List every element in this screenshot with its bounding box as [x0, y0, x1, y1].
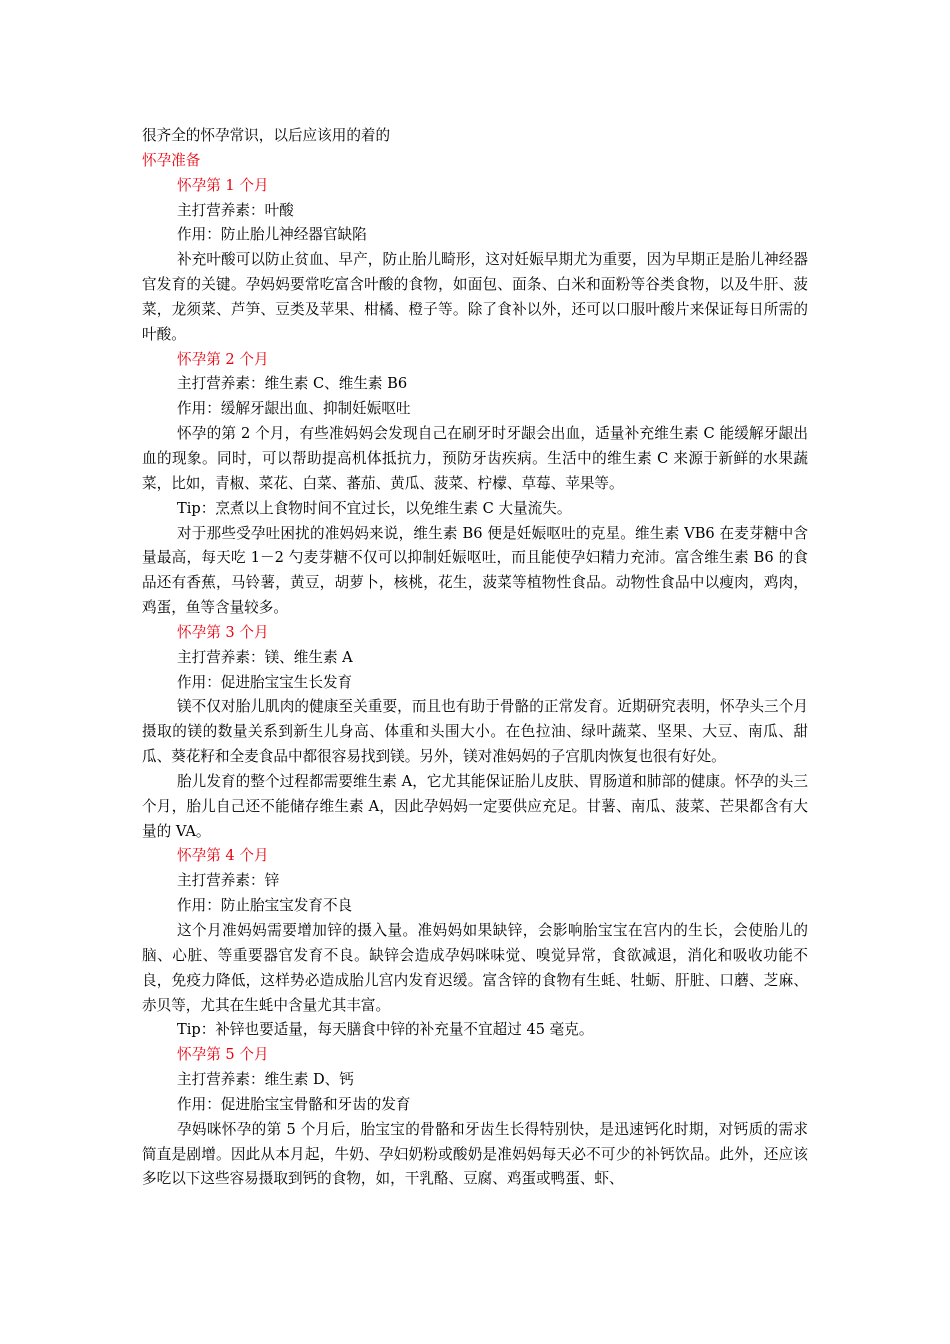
month-2-title: 怀孕第 2 个月: [177, 350, 269, 368]
month-3-nutrient: 主打营养素：镁、维生素 A: [177, 648, 353, 666]
month-3-paragraph: 镁不仅对胎儿肌肉的健康至关重要，而且也有助于骨骼的正常发育。近期研究表明，怀孕头三个月摄取的镁的数量关系到新生儿身高、体重和头围大小。在色拉油、绿叶蔬菜、坚果、大豆、南瓜、甜瓜、葵花籽和全麦食品中都很容易找到镁。另外，镁对准妈妈的子宫肌肉恢复也很有好处。: [142, 698, 808, 766]
month-1-effect: 作用：防止胎儿神经器官缺陷: [177, 226, 367, 244]
month-5-effect: 作用：促进胎宝宝骨骼和牙齿的发育: [177, 1095, 411, 1113]
document-page: [142, 124, 808, 1192]
month-1-paragraph: 补充叶酸可以防止贫血、早产，防止胎儿畸形，这对妊娠早期尤为重要，因为早期正是胎儿神经器官发育的关键。孕妈妈要常吃富含叶酸的食物，如面包、面条、白米和面粉等谷类食物，以及牛肝、菠菜，龙须菜、芦笋、豆类及苹果、柑橘、橙子等。除了食补以外，还可以口服叶酸片来保证每日所需的叶酸。: [142, 251, 808, 343]
intro-line: 很齐全的怀孕常识，以后应该用的着的: [142, 127, 391, 144]
month-4-tip: Tip：补锌也要适量，每天膳食中锌的补充量不宜超过 45 毫克。: [177, 1021, 594, 1039]
section-title: 怀孕准备: [142, 151, 201, 169]
month-3-effect: 作用：促进胎宝宝生长发育: [177, 673, 353, 691]
month-2-tip: Tip：烹煮以上食物时间不宜过长，以免维生素 C 大量流失。: [177, 499, 572, 517]
month-1-title: 怀孕第 1 个月: [177, 176, 269, 194]
month-2-effect: 作用：缓解牙龈出血、抑制妊娠呕吐: [177, 400, 411, 418]
month-4-nutrient: 主打营养素：锌: [177, 872, 280, 890]
month-4-title: 怀孕第 4 个月: [177, 847, 269, 865]
month-3-title: 怀孕第 3 个月: [177, 623, 269, 641]
month-3-paragraph: 胎儿发育的整个过程都需要维生素 A，它尤其能保证胎儿皮肤、胃肠道和肺部的健康。怀孕的头三个月，胎儿自己还不能储存维生素 A，因此孕妈妈一定要供应充足。甘薯、南瓜、菠菜、芒果都含有大量的 VA。: [142, 772, 808, 840]
month-2-paragraph: 对于那些受孕吐困扰的准妈妈来说，维生素 B6 便是妊娠呕吐的克星。维生素 VB6 在麦芽糖中含量最高，每天吃 1－2 勺麦芽糖不仅可以抑制妊娠呕吐，而且能使孕妇精力充沛。富含维生素 B6 的食品还有香蕉，马铃薯，黄豆，胡萝卜，核桃，花生，菠菜等植物性食品。动物性食品中以瘦肉，鸡肉，鸡蛋，鱼等含量较多。: [142, 524, 808, 617]
month-2-paragraph: 怀孕的第 2 个月，有些准妈妈会发现自己在刷牙时牙龈会出血，适量补充维生素 C 能缓解牙龈出血的现象。同时，可以帮助提高机体抵抗力，预防牙齿疾病。生活中的维生素 C 来源于新鲜的水果蔬菜，比如，青椒、菜花、白菜、蕃茄、黄瓜、菠菜、柠檬、草莓、苹果等。: [142, 425, 808, 492]
month-5-paragraph: 孕妈咪怀孕的第 5 个月后，胎宝宝的骨骼和牙齿生长得特别快，是迅速钙化时期，对钙质的需求简直是剧增。因此从本月起，牛奶、孕妇奶粉或酸奶是准妈妈每天必不可少的补钙饮品。此外，还应该多吃以下这些容易摄取到钙的食物，如，干乳酪、豆腐、鸡蛋或鸭蛋、虾、: [142, 1120, 808, 1188]
month-4-paragraph: 这个月准妈妈需要增加锌的摄入量。准妈妈如果缺锌，会影响胎宝宝在宫内的生长，会使胎儿的脑、心脏、等重要器官发育不良。缺锌会造成孕妈咪味觉、嗅觉异常，食欲减退，消化和吸收功能不良，免疫力降低，这样势必造成胎儿宫内发育迟缓。富含锌的食物有生蚝、牡蛎、肝脏、口蘑、芝麻、赤贝等，尤其在生蚝中含量尤其丰富。: [142, 922, 808, 1014]
month-5-nutrient: 主打营养素：维生素 D、钙: [177, 1071, 354, 1089]
month-2-nutrient: 主打营养素：维生素 C、维生素 B6: [177, 375, 408, 393]
month-5-title: 怀孕第 5 个月: [177, 1046, 269, 1064]
month-4-effect: 作用：防止胎宝宝发育不良: [177, 897, 353, 915]
month-1-nutrient: 主打营养素：叶酸: [177, 201, 294, 219]
